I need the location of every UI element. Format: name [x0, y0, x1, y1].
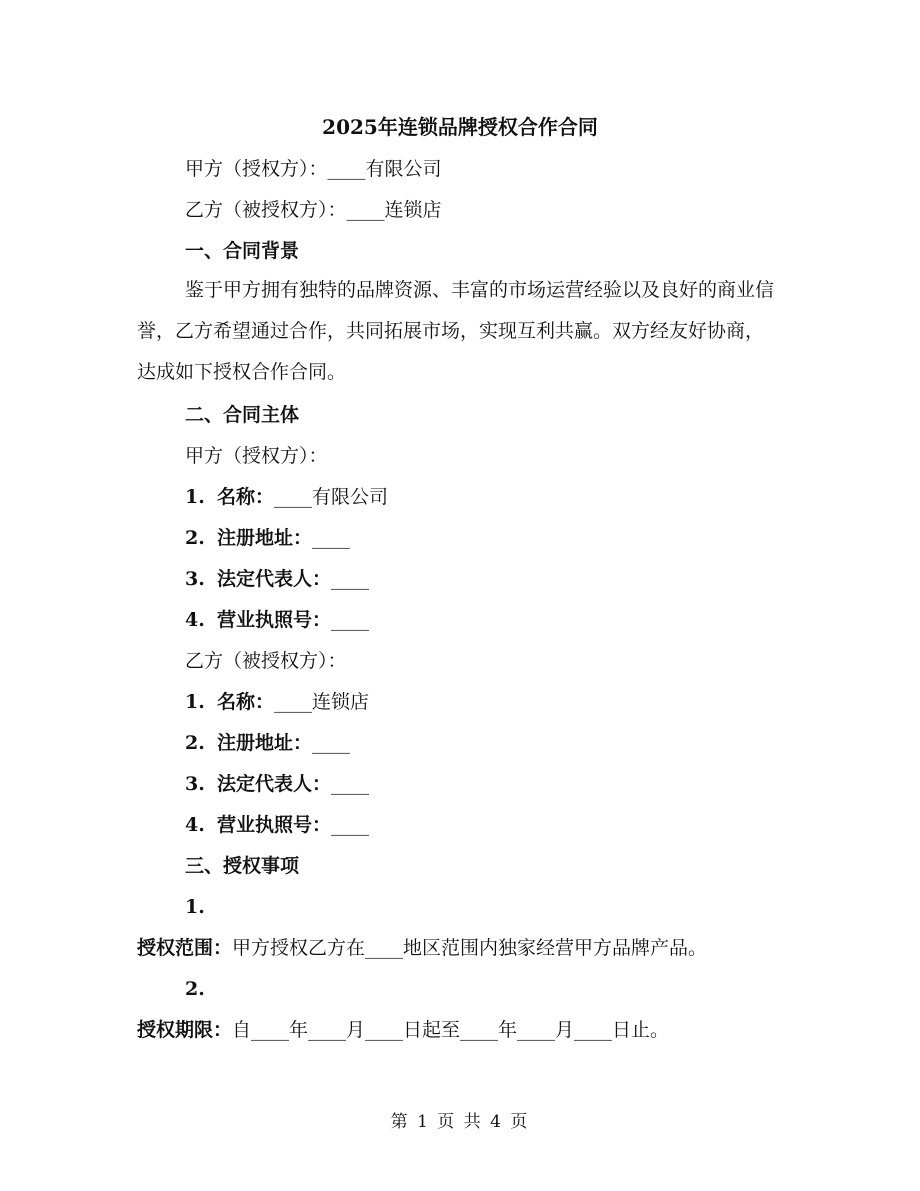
document-title: 2025年连锁品牌授权合作合同 [322, 115, 598, 139]
party-b-item-name: 1. 名称：____连锁店 [185, 691, 370, 713]
section-1-heading: 一、合同背景 [185, 240, 300, 262]
authorization-item-1-number: 1. [185, 896, 205, 918]
party-b-item-representative: 3. 法定代表人：____ [185, 773, 370, 795]
party-a-subheading: 甲方（授权方）： [185, 445, 328, 467]
section-1-paragraph: 鉴于甲方拥有独特的品牌资源、丰富的市场运营经验以及良好的商业信誉，乙方希望通过合作，共同拓展市场，实现互利共赢。双方经友好协商，达成如下授权合作合同。 [137, 279, 775, 383]
party-b-subheading: 乙方（被授权方）： [185, 650, 347, 672]
section-2-heading: 二、合同主体 [185, 404, 300, 426]
party-a-item-license: 4. 营业执照号：____ [185, 609, 370, 631]
party-a-item-address: 2. 注册地址：____ [185, 527, 351, 549]
party-a-line: 甲方（授权方）：____有限公司 [185, 158, 442, 180]
party-a-item-name: 1. 名称：____有限公司 [185, 486, 389, 508]
party-b-item-address: 2. 注册地址：____ [185, 732, 351, 754]
authorization-period: 授权期限：自____年____月____日起至____年____月____日止。 [137, 1019, 670, 1041]
section-3-heading: 三、授权事项 [185, 855, 300, 877]
authorization-item-2-number: 2. [185, 978, 205, 1000]
party-a-item-representative: 3. 法定代表人：____ [185, 568, 370, 590]
party-b-line: 乙方（被授权方）：____连锁店 [185, 199, 442, 221]
party-b-item-license: 4. 营业执照号：____ [185, 814, 370, 836]
authorization-scope: 授权范围：甲方授权乙方在____地区范围内独家经营甲方品牌产品。 [137, 937, 708, 959]
page-footer: 第 1 页 共 4 页 [390, 1112, 530, 1132]
